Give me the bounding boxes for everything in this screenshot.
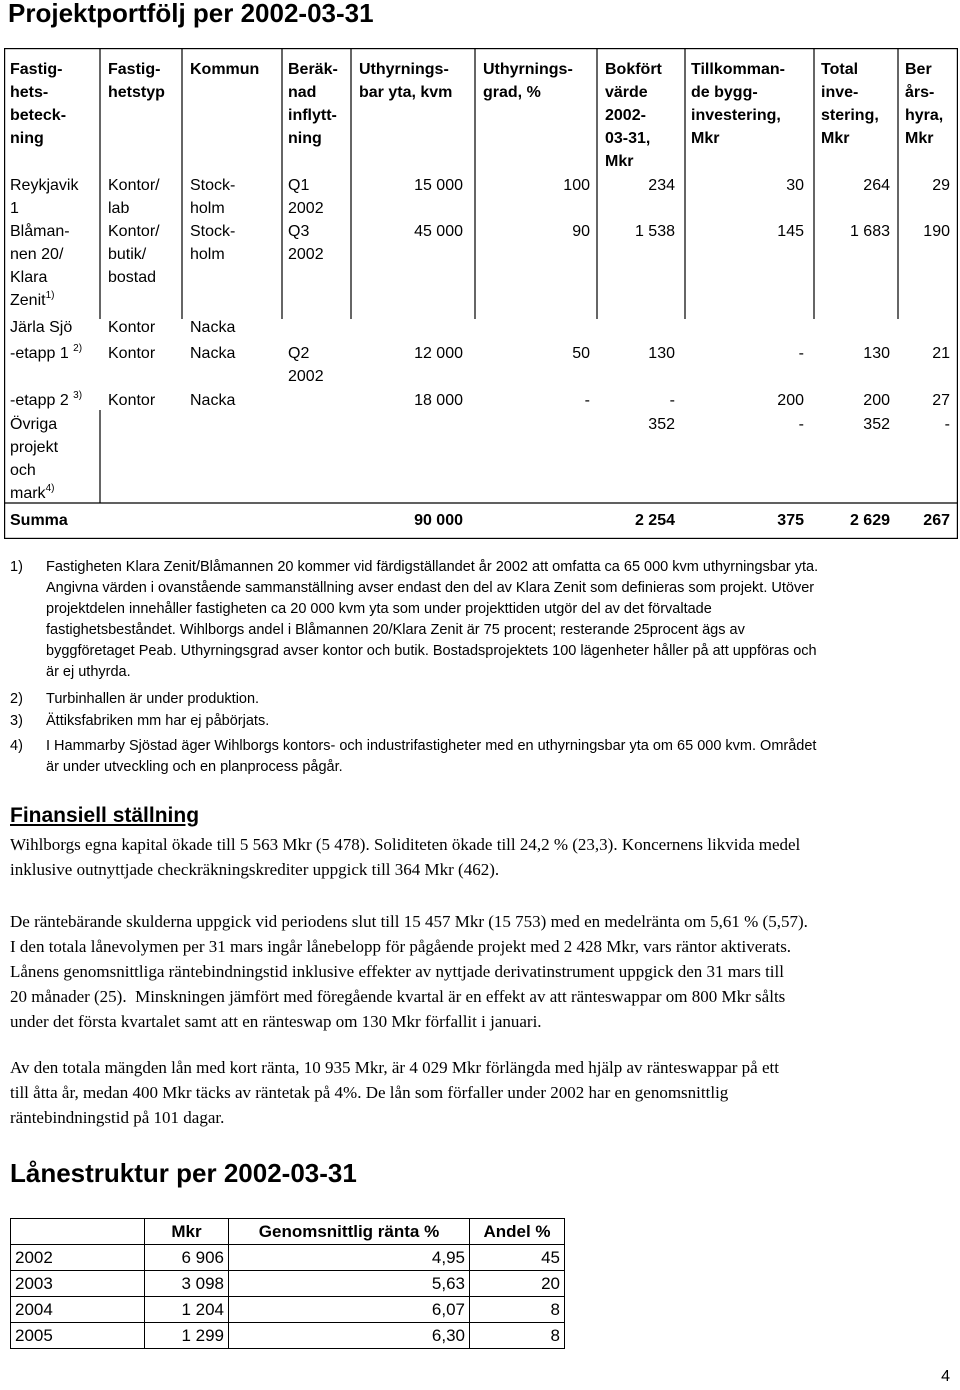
col-header-uthyrningsgrad: Uthyrnings- grad, % [483,61,573,101]
paragraph: Av den totala mängden lån med kort ränta, 10 935 Mkr, är 4 029 Mkr förlängda med hjälp av ränteswappar på ett till åtta år, medan 400 Mkr täcks av räntetak på 4%. De lån som förfaller under 2002 har en genomsnittlig räntebindningstid på 101 dagar. [10,1058,779,1127]
cell-rate: 4,95 [229,1245,470,1271]
paragraph: Wihlborgs egna kapital ökade till 5 563 Mkr (5 478). Soliditeten ökade till 24,2 % (23,3). Koncernens likvida medel inklusive outnyttjade checkräkningskrediter uppgick till 364 Mkr (462). [10,835,801,879]
cell-name-text: -etapp 2 [10,392,69,409]
cell-kommun: Stock- holm [190,223,236,263]
footnote-ref: 2) [73,343,83,354]
cell-name [10,413,58,505]
footnote-mark: 3) [10,713,23,729]
cell-hyra: 27 [932,392,950,409]
col-header-total-investering: Total inve- stering, Mkr [821,61,879,147]
cell-name-text: Övriga projekt och mark [10,416,59,502]
cell-total: 130 [863,345,890,362]
col-header-share: Andel % [470,1219,565,1245]
page-number: 4 [941,1368,950,1385]
cell-tillkommande: 30 [786,177,804,194]
cell-yta: 45 000 [414,223,463,240]
cell-share: 20 [470,1271,565,1297]
footnote-mark: 1) [10,559,23,575]
portfolio-table-grid [4,48,958,539]
cell-grad: 90 [572,223,590,240]
cell-name-text: -etapp 1 [10,345,69,362]
cell-mkr: 3 098 [145,1271,229,1297]
cell-rate: 6,07 [229,1297,470,1323]
cell-hyra: 190 [923,223,950,240]
cell-kommun: Stock- holm [190,177,236,217]
cell-total: 2 629 [849,512,890,529]
footnote-ref: 3) [73,390,83,401]
col-header-tillkommande-investering: Tillkomman- de bygg- investering, Mkr [691,61,785,147]
cell-type: Kontor/ butik/ bostad [108,223,160,286]
cell-tillkommande: - [798,416,804,433]
col-header-inflyttning: Beräk- nad inflytt- ning [288,61,338,147]
cell-tillkommande: 200 [777,392,804,409]
cell-share: 8 [470,1297,565,1323]
portfolio-table [4,48,958,539]
cell-inflyttning: Q1 2002 [288,177,324,217]
cell-bokfort: 130 [648,345,675,362]
cell-rate: 5,63 [229,1271,470,1297]
cell-total: 264 [863,177,890,194]
cell-kommun: Nacka [190,319,236,336]
col-header-bokfort-varde: Bokfört värde 2002- 03-31, Mkr [605,61,662,170]
table-row [11,1245,565,1271]
col-header-uthyrningsbar-yta: Uthyrnings- bar yta, kvm [359,61,453,101]
cell-hyra: - [944,416,950,433]
cell-grad: 100 [563,177,590,194]
footnote-text: Turbinhallen är under produktion. [46,691,260,707]
table-row [11,1297,565,1323]
table-row [11,1271,565,1297]
cell-total: 200 [863,392,890,409]
cell-type: Kontor [108,392,156,409]
cell-bokfort: 234 [648,177,675,194]
cell-yta: 90 000 [414,512,463,529]
col-header-mkr: Mkr [145,1219,229,1245]
footnote-mark: 2) [10,691,23,707]
loan-structure-table [10,1218,565,1349]
cell-name-text: Blåman- nen 20/ Klara Zenit [10,223,70,309]
cell-name: Järla Sjö [10,319,73,336]
cell-grad: 50 [572,345,590,362]
cell-tillkommande: 375 [777,512,804,529]
cell-name [10,389,82,412]
cell-yta: 12 000 [414,345,463,362]
section-heading-finansiell-stallning: Finansiell ställning [10,804,200,827]
footnote-text: I Hammarby Sjöstad äger Wihlborgs kontors- och industrifastigheter med en uthyrningsbar yta om 65 000 kvm. Området är under utveckling och en planprocess pågår. [46,738,817,775]
col-header-fastighetstyp: Fastig- hetstyp [108,61,165,101]
cell-name [10,342,82,365]
cell-mkr: 1 299 [145,1323,229,1349]
cell-share: 45 [470,1245,565,1271]
cell-yta: 18 000 [414,392,463,409]
cell-grad: - [584,392,590,409]
cell-year: 2003 [11,1271,145,1297]
cell-mkr: 1 204 [145,1297,229,1323]
paragraph: De räntebärande skulderna uppgick vid periodens slut till 15 457 Mkr (15 753) med en medelränta om 5,61 % (5,57). I den totala lånevolymen per 31 mars ingår lånebelopp för pågående projekt med 2 428 Mkr, vars räntor aktiverats. Lånens genomsnittliga räntebindningstid inklusive effekter av nyttjade derivatinstrument uppgick den 31 mars till 20 månader (25). Minskningen jämfört med föregående kvartal är en effekt av att ränteswappar om 800 Mkr sålts under det första kvartalet samt att en ränteswap om 130 Mkr förfallit i januari. [10,912,808,1031]
cell-hyra: 21 [932,345,950,362]
cell-kommun: Nacka [190,345,236,362]
cell-year: 2005 [11,1323,145,1349]
cell-hyra: 267 [923,512,950,529]
page-title: Projektportfölj per 2002-03-31 [8,0,374,28]
cell-bokfort: 2 254 [634,512,675,529]
cell-tillkommande: - [798,345,804,362]
cell-hyra: 29 [932,177,950,194]
cell-total: 1 683 [849,223,890,240]
cell-tillkommande: 145 [777,223,804,240]
table-row [11,1323,565,1349]
col-header-arshyra: Ber års- hyra, Mkr [905,61,944,147]
cell-kommun: Nacka [190,392,236,409]
cell-total: 352 [863,416,890,433]
cell-type: Kontor/ lab [108,177,160,217]
cell-name: Reykjavik 1 [10,177,79,217]
cell-share: 8 [470,1323,565,1349]
col-header-rate: Genomsnittlig ränta % [229,1219,470,1245]
footnote-ref: 4) [45,483,55,494]
col-header-year [11,1219,145,1245]
col-header-kommun: Kommun [190,61,260,78]
cell-name [10,220,70,312]
cell-bokfort: - [669,392,675,409]
cell-inflyttning: Q2 2002 [288,345,324,385]
section-heading-lanestruktur: Lånestruktur per 2002-03-31 [10,1158,357,1188]
cell-mkr: 6 906 [145,1245,229,1271]
cell-type: Kontor [108,319,156,336]
cell-inflyttning: Q3 2002 [288,223,324,263]
col-header-fastighetsbeteckning: Fastig- hets- beteck- ning [10,61,67,147]
cell-year: 2002 [11,1245,145,1271]
cell-bokfort: 352 [648,416,675,433]
footnote-mark: 4) [10,738,23,754]
footnote-text: Fastigheten Klara Zenit/Blåmannen 20 kommer vid färdigställandet år 2002 att omfatta ca 65 000 kvm uthyrningsbar yta. Angivna värden i ovanstående sammanställning avser endast den del av Klara Zenit som definieras som projekt. Utöver projektdelen innehåller fastigheten ca 20 000 kvm yta som under projekttiden utgör del av det förvaltade fastighetsbeståndet. Wihlborgs andel i Blåmannen 20/Klara Zenit är 75 procent; resterande 25procent ägs av byggföretaget Peab. Uthyrningsgrad avser kontor och butik. Bostadsprojektets 100 lägenheter håller på att uppföras och är ej uthyrda. [46,559,819,680]
cell-name: Summa [10,512,68,529]
cell-year: 2004 [11,1297,145,1323]
cell-yta: 15 000 [414,177,463,194]
footnote-ref: 1) [45,290,55,301]
cell-rate: 6,30 [229,1323,470,1349]
cell-type: Kontor [108,345,156,362]
table-header-row [11,1219,565,1245]
footnote-text: Ättiksfabriken mm har ej påbörjats. [46,713,270,729]
cell-bokfort: 1 538 [634,223,675,240]
